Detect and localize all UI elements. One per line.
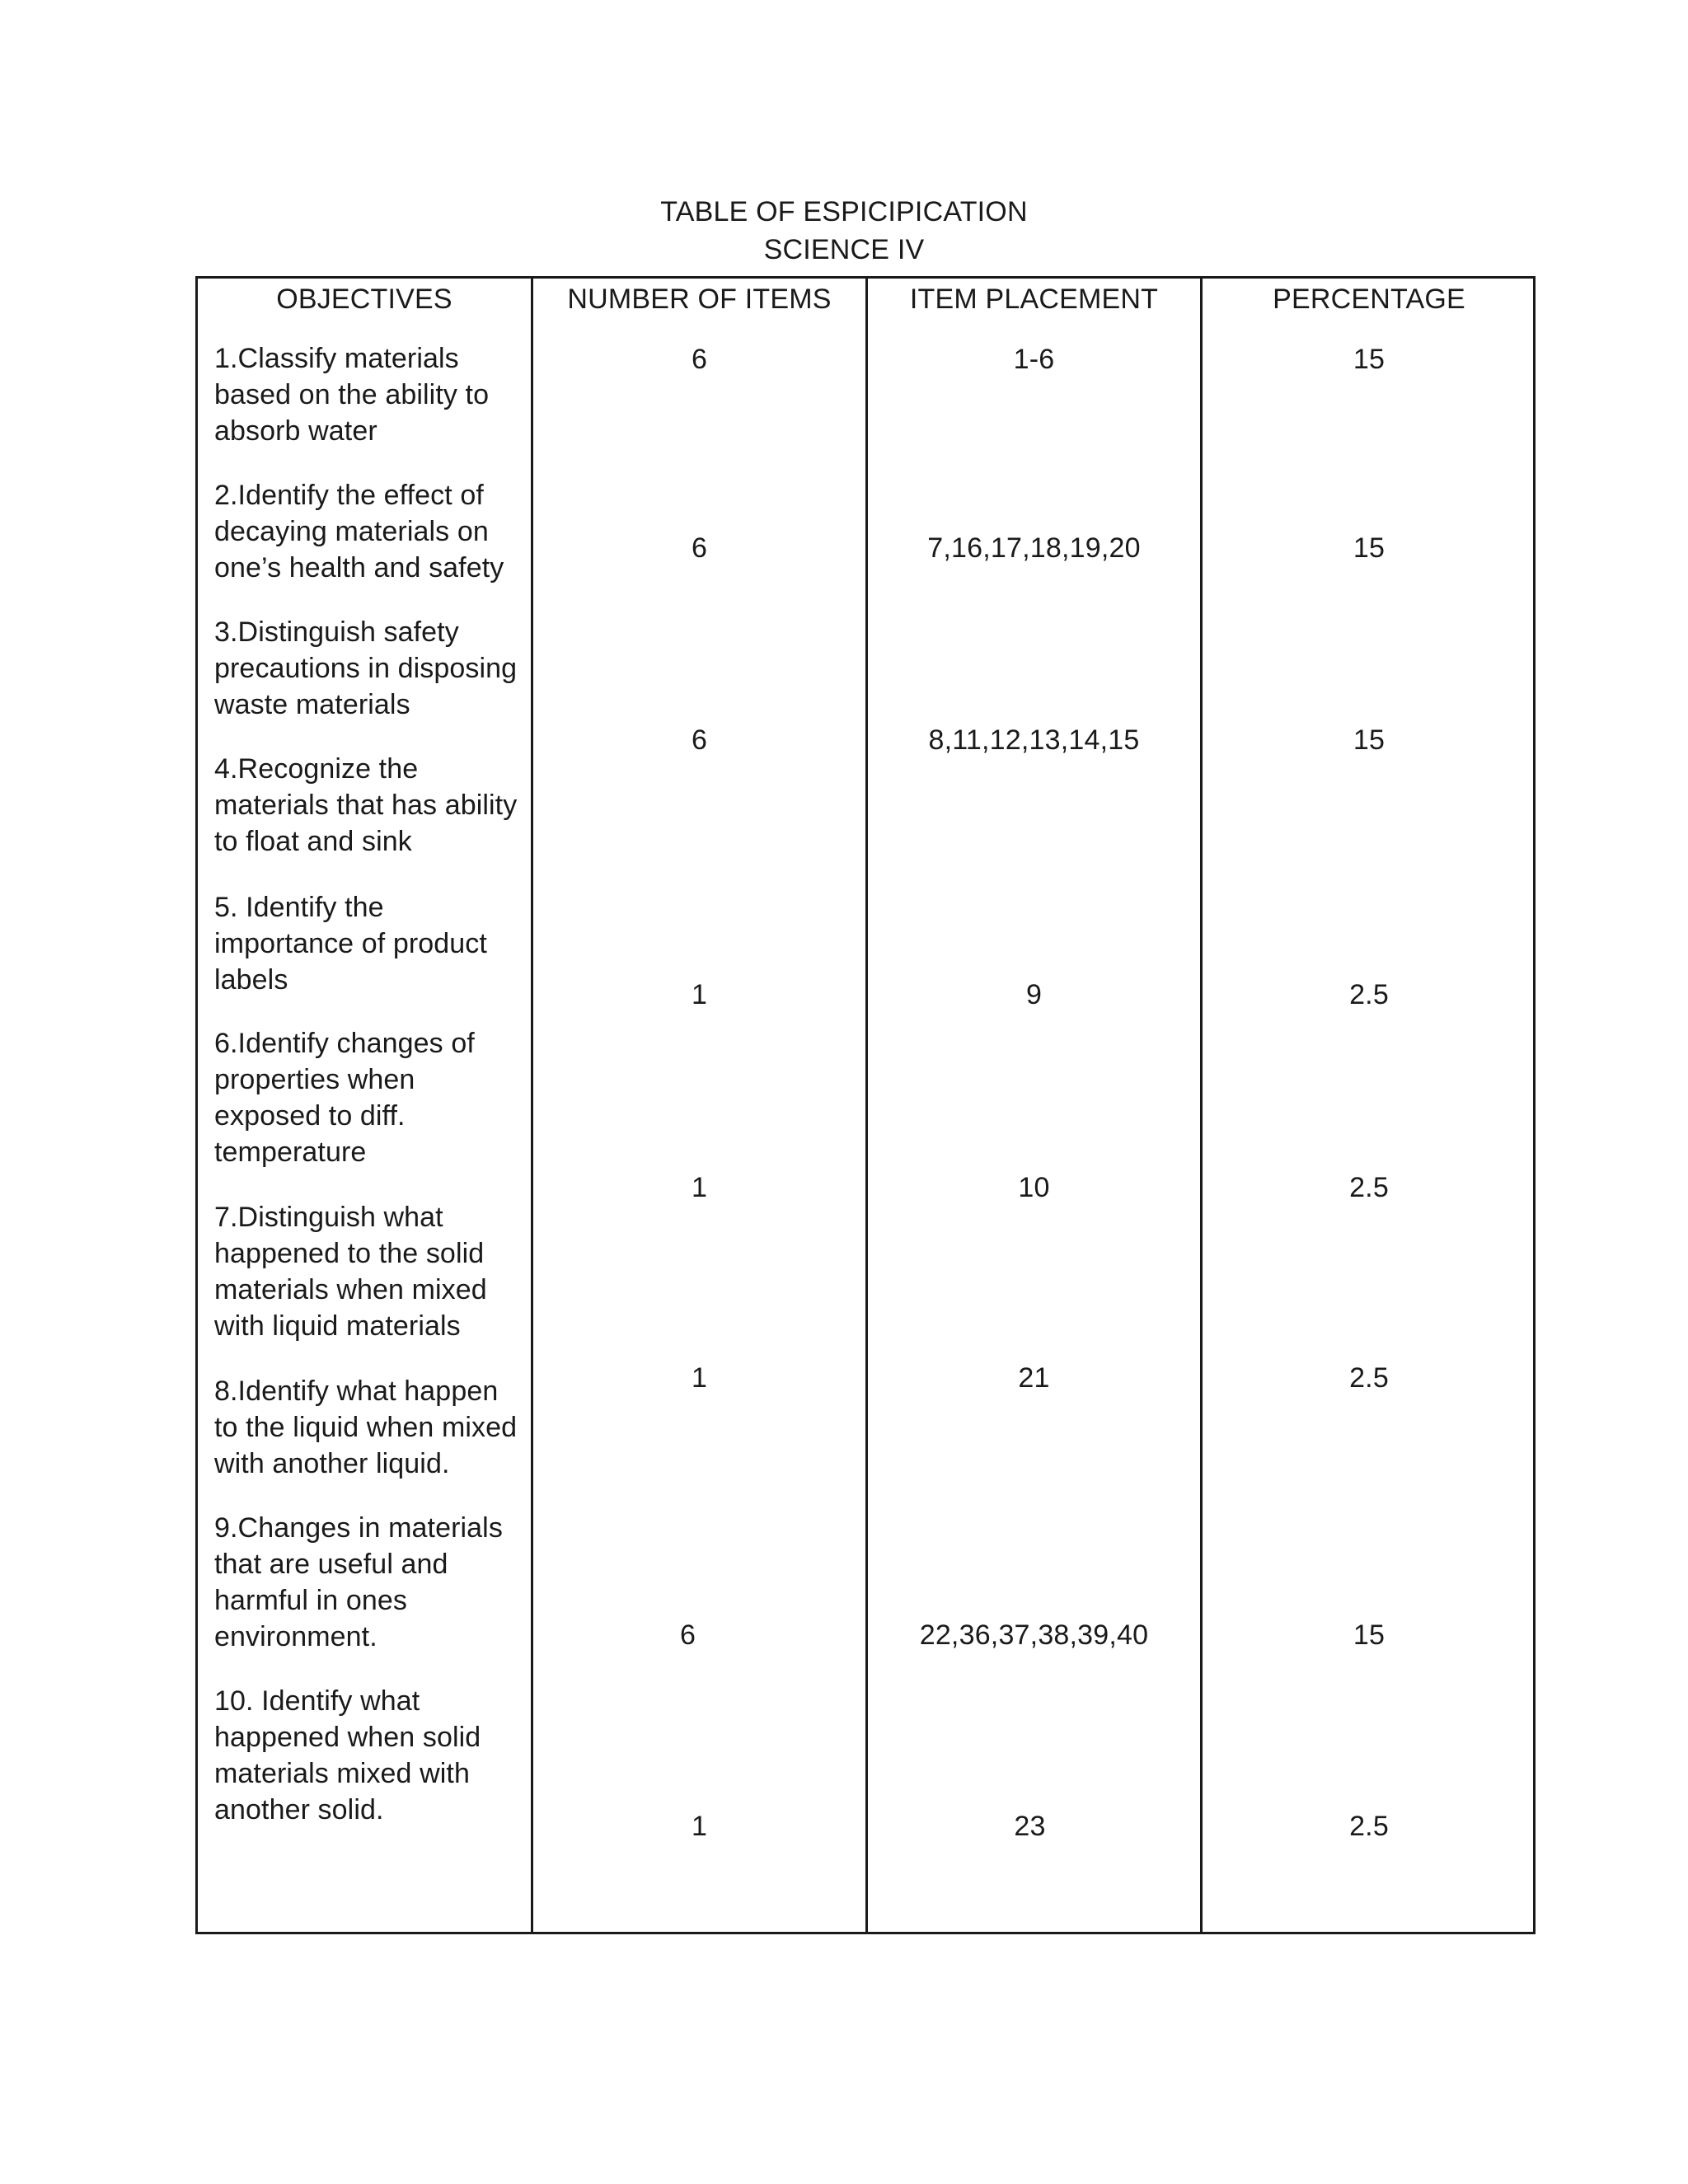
placement-value: 10	[1018, 1172, 1050, 1203]
percentage-value: 15	[1353, 724, 1386, 756]
placement-value: 7,16,17,18,19,20	[927, 532, 1141, 564]
column-divider	[865, 279, 868, 1932]
objective-2: 2.Identify the effect of decaying materials on one’s health and safety	[214, 480, 504, 583]
header-objectives: OBJECTIVES	[276, 284, 452, 315]
header-percentage: PERCENTAGE	[1273, 284, 1465, 315]
placement-value: 8,11,12,13,14,15	[928, 724, 1140, 756]
items-value: 6	[691, 532, 708, 564]
placement-value: 22,36,37,38,39,40	[919, 1619, 1149, 1651]
percentage-value: 2.5	[1349, 1172, 1389, 1203]
percentage-value: 15	[1353, 1619, 1386, 1651]
objective-7: 7.Distinguish what happened to the solid materials when mixed with liquid materials	[214, 1202, 487, 1342]
items-value: 1	[691, 1172, 708, 1203]
objective-3: 3.Distinguish safety precautions in disposing waste materials	[214, 616, 518, 720]
specification-table	[195, 276, 1536, 1934]
document-subtitle: SCIENCE IV	[763, 234, 925, 265]
objective-4: 4.Recognize the materials that has ability to float and sink	[214, 753, 518, 857]
percentage-value: 15	[1353, 532, 1386, 564]
percentage-value: 15	[1353, 344, 1386, 375]
items-value: 6	[679, 1619, 696, 1651]
objective-5: 5. Identify the importance of product labels	[214, 892, 487, 996]
placement-value: 9	[1025, 979, 1043, 1010]
objective-8: 8.Identify what happen to the liquid when mixed with another liquid.	[214, 1376, 518, 1479]
column-divider	[531, 279, 533, 1932]
objective-1: 1.Classify materials based on the ability to absorb water	[214, 343, 490, 447]
items-value: 6	[691, 344, 708, 375]
percentage-value: 2.5	[1349, 1362, 1389, 1394]
percentage-value: 2.5	[1349, 1811, 1389, 1842]
items-value: 1	[691, 1811, 708, 1842]
document-title: TABLE OF ESPICIPICATION	[660, 196, 1028, 227]
percentage-value: 2.5	[1349, 979, 1389, 1010]
placement-value: 1-6	[1013, 344, 1055, 375]
header-number-of-items: NUMBER OF ITEMS	[567, 284, 832, 315]
items-value: 1	[691, 979, 708, 1010]
placement-value: 23	[1014, 1811, 1046, 1842]
objective-10: 10. Identify what happened when solid materials mixed with another solid.	[214, 1685, 481, 1825]
items-value: 1	[691, 1362, 708, 1394]
header-item-placement: ITEM PLACEMENT	[909, 284, 1159, 315]
objective-9: 9.Changes in materials that are useful and harmful in ones environment.	[214, 1512, 503, 1652]
placement-value: 21	[1018, 1362, 1050, 1394]
items-value: 6	[691, 724, 708, 756]
objective-6: 6.Identify changes of properties when exposed to diff. temperature	[214, 1028, 475, 1168]
column-divider	[1200, 279, 1203, 1932]
